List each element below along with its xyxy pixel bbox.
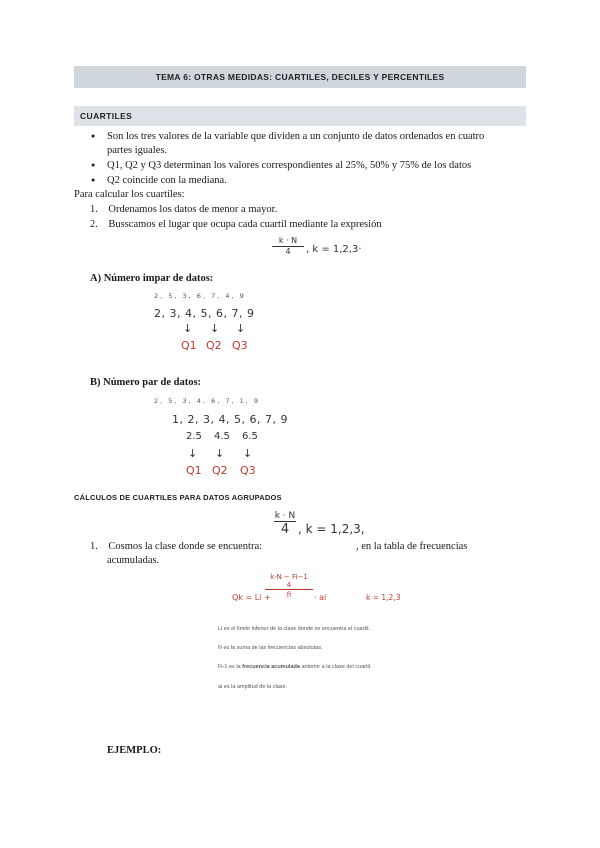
quartile-formula-tail: · ai — [314, 593, 327, 602]
arrow-down-icon: ↓ — [188, 447, 198, 460]
bullet-item-continuation: partes iguales. — [107, 145, 168, 156]
calc-intro: Para calcular los cuartiles: — [74, 189, 185, 200]
grouped-step-1-cont: , en la tabla de frecuencias — [356, 541, 468, 552]
page-title: TEMA 6: OTRAS MEDIDAS: CUARTILES, DECILES Y PERCENTILES — [74, 66, 526, 88]
odd-label-q1: Q1 — [181, 339, 197, 352]
quartile-formula-fraction — [265, 573, 313, 599]
arrow-down-icon: ↓ — [210, 322, 220, 335]
even-label-q3: Q3 — [240, 464, 256, 477]
grouped-heading: CÁLCULOS DE CUARTILES PARA DATOS AGRUPADOS — [74, 493, 282, 502]
even-label-q2: Q2 — [212, 464, 228, 477]
odd-heading: A) Número impar de datos: — [90, 273, 214, 284]
step-1 — [90, 203, 277, 216]
quartile-formula-lhs: Qk = Li + — [232, 593, 271, 602]
note-li: Li es el límite inferior de la clase donde se encuentra el cuartil. — [218, 626, 370, 632]
odd-label-q3: Q3 — [232, 339, 248, 352]
odd-label-q2: Q2 — [206, 339, 222, 352]
formula2-fraction — [274, 511, 296, 537]
arrow-down-icon: ↓ — [183, 322, 193, 335]
even-value-q2: 4.5 — [214, 431, 230, 442]
note-ai: ai es la amplitud de la clase. — [218, 684, 288, 690]
even-value-q3: 6.5 — [242, 431, 258, 442]
formula2-k-range: , k = 1,2,3, — [298, 522, 365, 536]
grouped-step-1 — [90, 540, 262, 553]
section-heading-cuartiles: CUARTILES — [74, 106, 526, 126]
formula-denominator: 4 — [285, 247, 291, 256]
bullet-item-median: ● Q2 coincide con la mediana. — [107, 174, 227, 187]
step-text: Cosmos la clase donde se encuentra: — [108, 541, 263, 552]
quartile-formula-den: fi — [286, 591, 292, 599]
arrow-down-icon: ↓ — [236, 322, 246, 335]
bullet-item-percentages: ● Q1, Q2 y Q3 determinan los valores correspondientes al 25%, 50% y 75% de los datos — [107, 159, 471, 172]
formula2-numerator: k · N — [274, 511, 296, 521]
step-text: Busscamos el lugar que ocupa cada cuartil mediante la expresión — [108, 219, 382, 230]
note-fi-1: Fi-1 es la frecuencia acumulada anterior a la clase del cuartil. — [218, 664, 372, 670]
formula-numerator: k · N — [272, 236, 304, 247]
bullet-item-definition: ● Son los tres valores de la variable que dividen a un conjunto de datos ordenados en cuatro — [107, 130, 484, 143]
step-2 — [90, 218, 382, 231]
even-label-q1: Q1 — [186, 464, 202, 477]
note-n: N es la suma de las frecuencias absolutas. — [218, 645, 323, 651]
step-text: Ordenamos los datos de menor a mayor. — [108, 204, 278, 215]
formula2-denominator: 4 — [280, 522, 290, 537]
quartile-formula-num: k·N − Fi−1 — [270, 573, 308, 581]
quartile-formula-k-range: k = 1,2,3 — [366, 593, 401, 602]
arrow-down-icon: ↓ — [243, 447, 253, 460]
step-number: 2. — [90, 219, 98, 230]
quartile-formula-num-den: 4 — [265, 581, 313, 590]
formula-fraction — [272, 236, 304, 256]
odd-raw-data: 2, 5, 3, 6, 7, 4, 9 — [154, 292, 246, 300]
step-number: 1. — [90, 204, 98, 215]
formula-k-range: , k = 1,2,3· — [306, 244, 362, 255]
example-heading: EJEMPLO: — [107, 745, 162, 756]
even-heading: B) Número par de datos: — [90, 377, 202, 388]
even-value-q1: 2.5 — [186, 431, 202, 442]
arrow-down-icon: ↓ — [215, 447, 225, 460]
step-number: 1. — [90, 541, 98, 552]
grouped-step-1-cont2: acumuladas. — [107, 555, 160, 566]
odd-sorted-data: 2, 3, 4, 5, 6, 7, 9 — [154, 307, 255, 320]
even-raw-data: 2, 5, 3, 4, 6, 7, 1, 9 — [154, 397, 261, 405]
even-sorted-data: 1, 2, 3, 4, 5, 6, 7, 9 — [172, 413, 288, 426]
